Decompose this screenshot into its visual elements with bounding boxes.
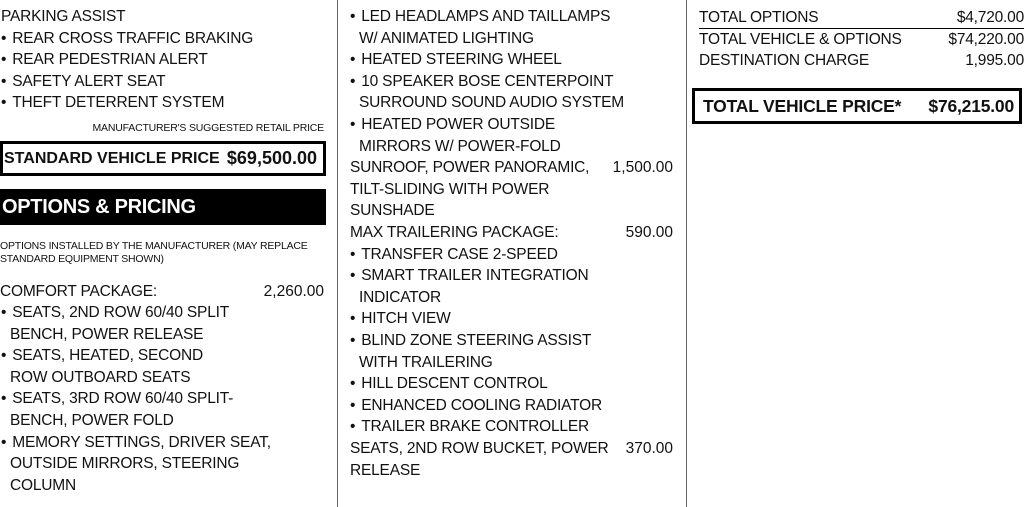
feature-bullet-item: • TRANSFER CASE 2-SPEED xyxy=(350,244,558,266)
total-options-label: TOTAL OPTIONS xyxy=(699,9,819,26)
option-price: 1,500.00 xyxy=(612,159,673,177)
feature-bullet-item: • SMART TRAILER INTEGRATION xyxy=(350,265,589,287)
feature-bullet-item: • HEATED STEERING WHEEL xyxy=(350,49,562,71)
standard-vehicle-price-box xyxy=(0,141,326,176)
feature-bullet-item: • REAR CROSS TRAFFIC BRAKING xyxy=(1,28,253,50)
feature-bullet-item: • HILL DESCENT CONTROL xyxy=(350,373,548,395)
standard-vehicle-price-label: STANDARD VEHICLE PRICE xyxy=(4,149,220,167)
totals-column xyxy=(687,0,1024,507)
option-price: 370.00 xyxy=(625,440,673,457)
feature-line: INDICATOR xyxy=(359,288,442,306)
feature-bullet-item: • TRAILER BRAKE CONTROLLER xyxy=(350,416,589,438)
feature-line: BENCH, POWER RELEASE xyxy=(10,325,204,343)
feature-bullet-item: • LED HEADLAMPS AND TAILLAMPS xyxy=(350,6,610,28)
feature-bullet-item: • ENHANCED COOLING RADIATOR xyxy=(350,395,602,417)
feature-bullet-item: • SAFETY ALERT SEAT xyxy=(1,71,165,93)
feature-line: SURROUND SOUND AUDIO SYSTEM xyxy=(359,94,625,112)
options-column xyxy=(338,0,686,507)
feature-line: RELEASE xyxy=(350,461,421,479)
feature-bullet-item: • SEATS, 2ND ROW 60/40 SPLIT xyxy=(1,302,229,324)
options-note-line: OPTIONS INSTALLED BY THE MANUFACTURER (MAY REPLACE xyxy=(0,240,308,252)
total-vehicle-price-value: $76,215.00 xyxy=(928,95,1014,116)
feature-bullet-item: • BLIND ZONE STEERING ASSIST xyxy=(350,330,591,352)
feature-bullet-item: • SEATS, 3RD ROW 60/40 SPLIT- xyxy=(1,388,233,410)
feature-line: TILT-SLIDING WITH POWER xyxy=(350,180,550,198)
total-options-row xyxy=(699,7,1024,29)
feature-line: W/ ANIMATED LIGHTING xyxy=(359,29,534,47)
destination-charge-row xyxy=(699,50,1024,71)
feature-line: MIRRORS W/ POWER-FOLD xyxy=(359,137,561,155)
feature-line: BENCH, POWER FOLD xyxy=(10,412,174,429)
options-pricing-heading: OPTIONS & PRICING xyxy=(0,189,326,225)
standard-vehicle-price-value: $69,500.00 xyxy=(226,148,317,168)
feature-bullet-item: • THEFT DETERRENT SYSTEM xyxy=(1,92,224,114)
destination-charge-value: 1,995.00 xyxy=(965,52,1024,69)
total-vehicle-price-label: TOTAL VEHICLE PRICE* xyxy=(703,95,902,116)
feature-bullet-item: • HEATED POWER OUTSIDE xyxy=(350,114,555,136)
feature-line: WITH TRAILERING xyxy=(359,353,493,371)
msrp-label: MANUFACTURER'S SUGGESTED RETAIL PRICE xyxy=(92,122,324,134)
standard-equipment-column xyxy=(0,0,337,507)
feature-line: MAX TRAILERING PACKAGE: xyxy=(350,224,559,241)
comfort-package-price: 2,260.00 xyxy=(263,283,324,300)
feature-line: COLUMN xyxy=(10,476,76,494)
feature-line: PARKING ASSIST xyxy=(1,8,126,25)
feature-bullet-item: • 10 SPEAKER BOSE CENTERPOINT xyxy=(350,71,613,93)
feature-bullet-item: • REAR PEDESTRIAN ALERT xyxy=(1,49,208,71)
options-note-line: STANDARD EQUIPMENT SHOWN) xyxy=(0,253,164,265)
total-vehicle-price-box xyxy=(692,88,1022,124)
feature-line: OUTSIDE MIRRORS, STEERING xyxy=(10,455,240,473)
total-options-value: $4,720.00 xyxy=(956,9,1024,26)
feature-line: ROW OUTBOARD SEATS xyxy=(10,368,191,386)
feature-bullet-item: • SEATS, HEATED, SECOND xyxy=(1,345,203,367)
feature-line: SEATS, 2ND ROW BUCKET, POWER xyxy=(350,440,609,457)
total-vehicle-options-row xyxy=(699,29,1024,50)
total-vehicle-options-value: $74,220.00 xyxy=(948,31,1024,48)
option-price: 590.00 xyxy=(625,224,673,241)
feature-bullet-item: • HITCH VIEW xyxy=(350,308,451,330)
total-vehicle-options-label: TOTAL VEHICLE & OPTIONS xyxy=(699,31,902,48)
feature-bullet-item: • MEMORY SETTINGS, DRIVER SEAT, xyxy=(1,432,271,454)
feature-line: SUNSHADE xyxy=(350,202,435,220)
comfort-package-label: COMFORT PACKAGE: xyxy=(0,283,157,300)
destination-charge-label: DESTINATION CHARGE xyxy=(699,52,870,69)
feature-line: SUNROOF, POWER PANORAMIC, xyxy=(350,159,590,177)
